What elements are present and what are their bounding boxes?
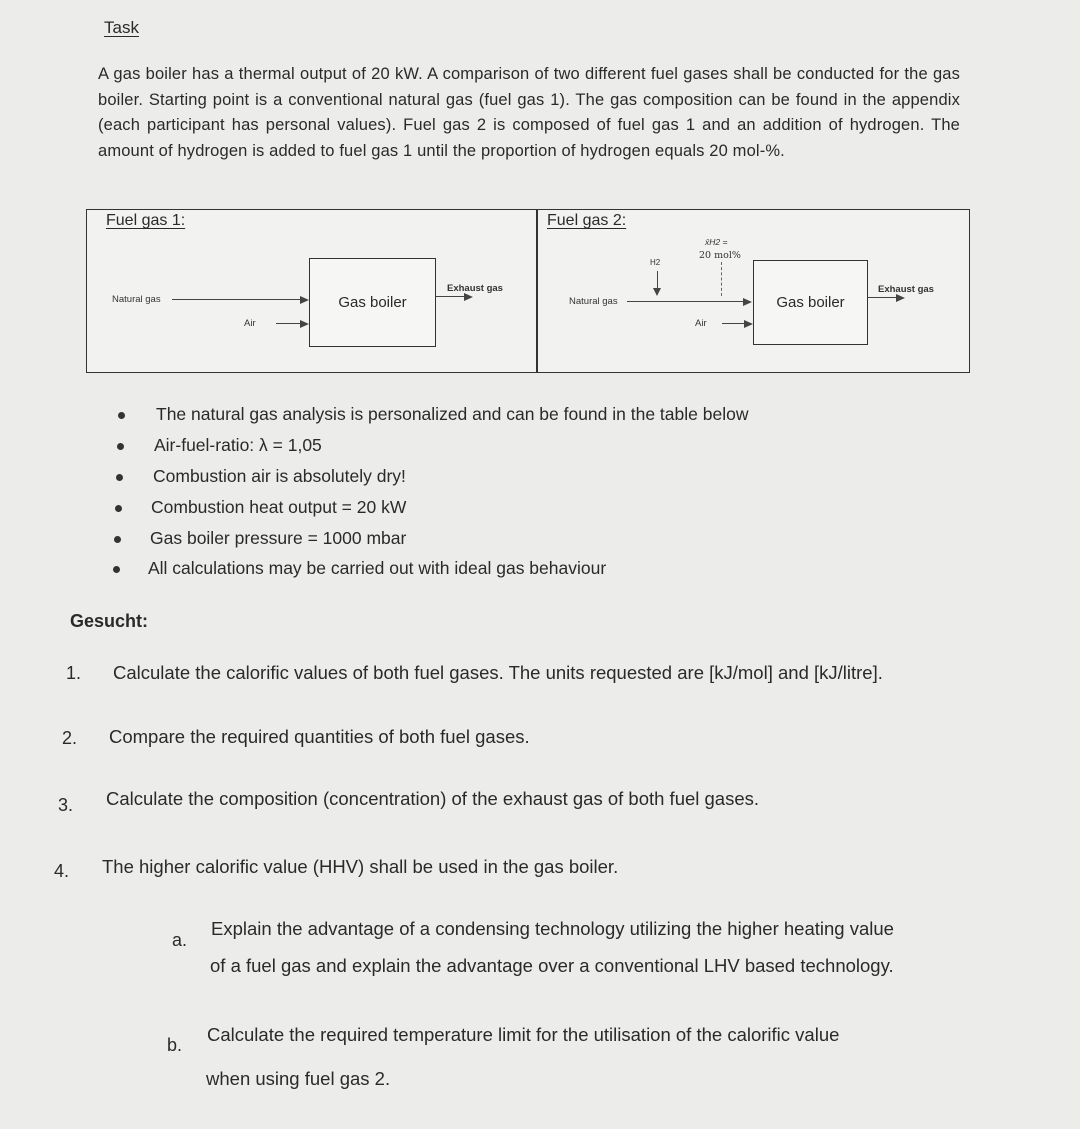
h2-arrow-icon: [653, 288, 661, 296]
h2-label: H2: [650, 258, 661, 267]
question-number: 1.: [66, 663, 82, 683]
h2-mixing-marker: [721, 262, 722, 296]
subquestion-letter: a.: [172, 930, 188, 950]
fuel1-exhaust-line: [436, 296, 466, 297]
bullet-icon: [118, 412, 125, 419]
fuel2-natural-gas-label: Natural gas: [569, 296, 618, 307]
fuel1-air-arrow-icon: [300, 320, 309, 328]
bullet-icon: [113, 566, 120, 573]
fuel2-gas-boiler-label: Gas boiler: [776, 294, 845, 311]
xh2-label: x̄H2 =: [705, 237, 728, 247]
bullet-icon: [117, 443, 124, 450]
fuel2-natural-gas-line: [627, 301, 745, 302]
xh2-value: 20 mol%: [699, 250, 741, 261]
task-title: Task: [104, 18, 139, 37]
subquestion-text-line: Explain the advantage of a condensing technology utilizing the higher heating value: [211, 918, 894, 939]
question-text: Compare the required quantities of both fuel gases.: [109, 726, 530, 747]
subquestion-text-line: Calculate the required temperature limit for the utilisation of the calorific value: [207, 1024, 840, 1045]
h2-line: [657, 271, 658, 289]
subquestion-letter: b.: [167, 1035, 183, 1055]
fuel1-air-line: [276, 323, 302, 324]
fuel1-air-label: Air: [244, 318, 256, 329]
fuel-gas-2-title: Fuel gas 2:: [547, 212, 627, 229]
fuel2-air-arrow-icon: [744, 320, 753, 328]
fuel-gas-1-title: Fuel gas 1:: [106, 212, 186, 229]
fuel1-natural-gas-label: Natural gas: [112, 294, 161, 305]
fuel1-natural-gas-arrow-icon: [300, 296, 309, 304]
question-text: Calculate the composition (concentration) of the exhaust gas of both fuel gases.: [106, 788, 760, 809]
subquestion-text-line: of a fuel gas and explain the advantage over a conventional LHV based technology.: [210, 955, 894, 976]
bullet-icon: [116, 474, 123, 481]
fuel2-air-line: [722, 323, 746, 324]
fuel2-exhaust-label: Exhaust gas: [878, 284, 934, 295]
fuel1-gas-boiler-box: [309, 258, 436, 347]
question-text: The higher calorific value (HHV) shall be used in the gas boiler.: [102, 856, 619, 877]
fuel2-natural-gas-arrow-icon: [743, 298, 752, 306]
question-text: Calculate the calorific values of both fuel gases. The units requested are [kJ/mol] and [kJ/litre].: [113, 662, 883, 683]
subquestion-text-line: when using fuel gas 2.: [206, 1068, 391, 1089]
fuel1-natural-gas-line: [172, 299, 302, 300]
diagram-divider: [536, 209, 538, 372]
fuel2-gas-boiler-box: [753, 260, 868, 345]
question-number: 3.: [58, 795, 74, 815]
fuel2-exhaust-arrow-icon: [896, 294, 905, 302]
fuel1-exhaust-label: Exhaust gas: [447, 283, 503, 294]
fuel2-exhaust-line: [868, 297, 898, 298]
fuel1-gas-boiler-label: Gas boiler: [338, 294, 407, 311]
question-number: 2.: [62, 728, 78, 748]
intro-paragraph: A gas boiler has a thermal output of 20 kW. A comparison of two different fuel gases shall be conducted for the gas boiler. Starting point is a conventional natural gas (fuel gas 1). The gas composition can be found in the appendix (each participant has personal values). Fuel gas 2 is composed of fuel gas 1 and an addition of hydrogen. The amount of hydrogen is added to fuel gas 1 until the proportion of hydrogen equals 20 mol-%.: [98, 65, 960, 160]
gesucht-heading: Gesucht:: [70, 611, 149, 631]
question-number: 4.: [54, 861, 70, 881]
fuel1-exhaust-arrow-icon: [464, 293, 473, 301]
bullet-icon: [115, 505, 122, 512]
fuel2-air-label: Air: [695, 318, 707, 329]
bullet-icon: [114, 536, 121, 543]
